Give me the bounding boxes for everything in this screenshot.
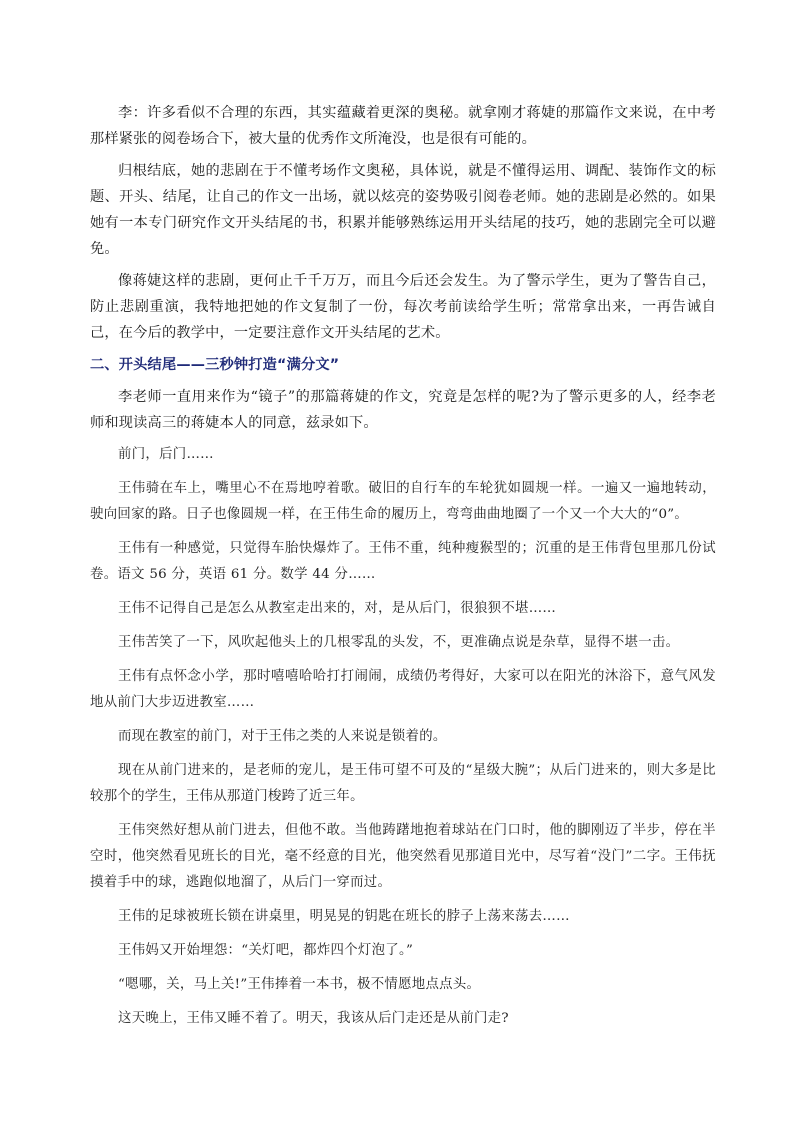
story-paragraph: 王伟苦笑了一下，风吹起他头上的几根零乱的头发，不，更准确点说是杂草，显得不堪一击。 — [118, 635, 680, 650]
story-paragraph: 王伟的足球被班长锁在讲桌里，明晃晃的钥匙在班长的脖子上荡来荡去…… — [118, 909, 570, 924]
story-paragraph: 王伟妈又开始埋怨：“关灯吧，都炸四个灯泡了。” — [118, 943, 414, 958]
story-paragraph: 王伟骑在车上，嘴里心不在焉地哼着歌。破旧的自行车的车轮犹如圆规一样。一遍又一遍地转动，驶向回家的路。日子也像圆规一样，在王伟生命的履历上，弯弯曲曲地圈了一个又一个大大的“0”。 — [90, 481, 716, 522]
intro-paragraph: 李老师一直用来作为“镜子”的那篇蒋婕的作文，究竟是怎样的呢?为了警示更多的人，经李老师和现读高三的蒋婕本人的同意，兹录如下。 — [90, 389, 716, 431]
story-paragraph: 现在从前门进来的，是老师的宠儿，是王伟可望不可及的“星级大腕”；从后门进来的，则大多是比较那个的学生，王伟从那道门梭跨了近三年。 — [90, 763, 716, 804]
story-paragraph: 这天晚上，王伟又睡不着了。明天，我该从后门走还是从前门走? — [118, 1011, 509, 1026]
body-paragraph: 像蒋婕这样的悲剧，更何止千千万万，而且今后还会发生。为了警示学生，更为了警告自己，防止悲剧重演，我特地把她的作文复制了一份，每次考前读给学生听；常常拿出来，一再告诫自己，在今后的教学中，一定要注意作文开头结尾的艺术。 — [90, 273, 716, 341]
body-paragraph: 李：许多看似不合理的东西，其实蕴藏着更深的奥秘。就拿刚才蒋婕的那篇作文来说，在中考那样紧张的阅卷场合下，被大量的优秀作文所淹没，也是很有可能的。 — [90, 105, 716, 147]
document-body — [90, 100, 716, 1040]
story-paragraph: 王伟有一种感觉，只觉得车胎快爆炸了。王伟不重，纯种瘦猴型的；沉重的是王伟背包里那几份试卷。语文 56 分，英语 61 分。数学 44 分…… — [90, 541, 716, 582]
section-heading: 二、开头结尾——三秒钟打造“满分文” — [90, 357, 340, 373]
body-paragraph: 归根结底，她的悲剧在于不懂考场作文奥秘，具体说，就是不懂得运用、调配、装饰作文的标题、开头、结尾，让自己的作文一出场，就以炫亮的姿势吸引阅卷老师。她的悲剧是必然的。如果她有一本专门研究作文开头结尾的书，积累并能够熟练运用开头结尾的技巧，她的悲剧完全可以避免。 — [90, 163, 716, 257]
story-paragraph: “嗯哪，关，马上关!”王伟捧着一本书，极不情愿地点点头。 — [118, 977, 481, 992]
story-paragraph: 王伟突然好想从前门进去，但他不敢。当他踌躇地抱着球站在门口时，他的脚刚迈了半步，停在半空时，他突然看见班长的目光，毫不经意的目光，他突然看见那道目光中，尽写着“没门”二字。王伟抚摸着手中的球，逃跑似地溜了，从后门一穿而过。 — [90, 823, 716, 890]
story-paragraph: 王伟不记得自己是怎么从教室走出来的，对，是从后门，很狼狈不堪…… — [118, 601, 557, 616]
story-paragraph: 前门，后门…… — [118, 447, 214, 462]
story-paragraph: 王伟有点怀念小学，那时嘻嘻哈哈打打闹闹，成绩仍考得好，大家可以在阳光的沐浴下，意气风发地从前门大步迈进教室…… — [90, 669, 716, 710]
story-paragraph: 而现在教室的前门，对于王伟之类的人来说是锁着的。 — [118, 729, 447, 744]
